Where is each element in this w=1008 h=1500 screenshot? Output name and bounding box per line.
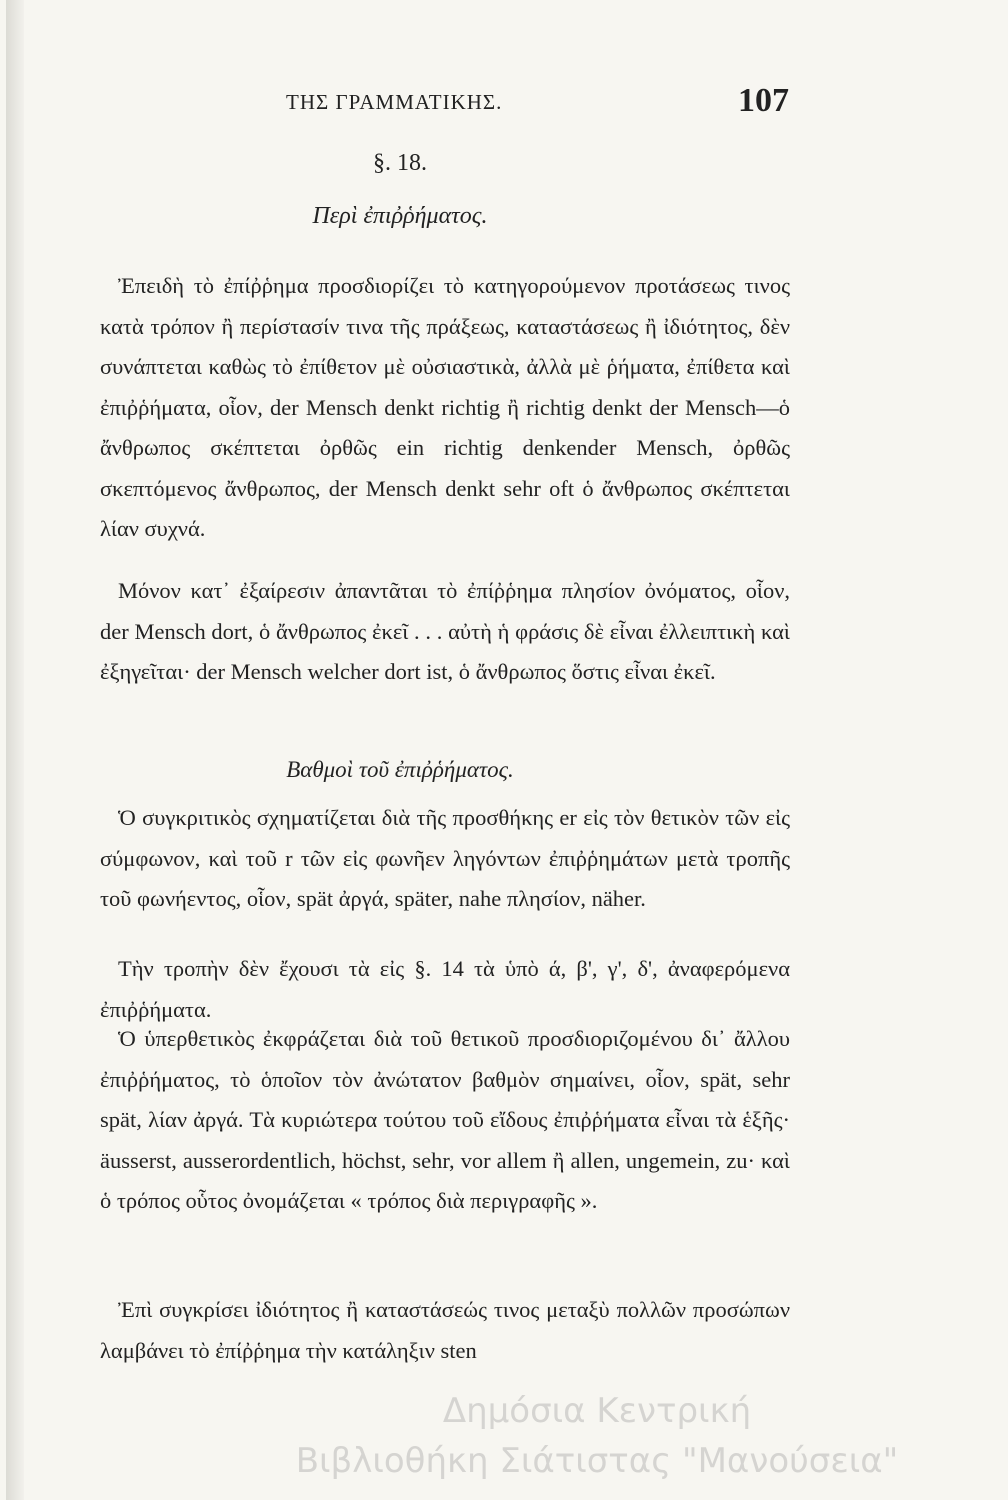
paragraph-5: Ὁ ὑπερθετικὸς ἐκφράζεται διὰ τοῦ θετικοῦ προσδιοριζομένου δι᾽ ἄλλου ἐπιῤῥήματος, τὸ ὁποῖον τὸν ἀνώτατον βαθμὸν σημαίνει, οἷον, spät, sehr spät, λίαν ἀργά. Τὰ κυριώτερα τούτου τοῦ εἴδους ἐπιῤῥήματα εἶναι τὰ ἑξῆς· äusserst, ausserordentlich, höchst, sehr, vor allem ἢ allen, ungemein, zu· καὶ ὁ τρόπος οὗτος ὀνομάζεται « τρόπος διὰ περιγραφῆς ».: [100, 1026, 790, 1213]
watermark-line-2: Βιβλιοθήκη Σιάτιστας "Μανούσεια": [295, 1441, 899, 1481]
watermark-line-1: Δημόσια Κεντρική: [442, 1391, 752, 1431]
paragraph-1: Ἐπειδὴ τὸ ἐπίῤῥημα προσδιορίζει τὸ κατηγορούμενον προτάσεως τινος κατὰ τρόπον ἢ περίστασίν τινα τῆς πράξεως, καταστάσεως ἢ ἰδιότητος, δὲν συνάπτεται καθὼς τὸ ἐπίθετον μὲ οὐσιαστικὰ, ἀλλὰ μὲ ῥήματα, ἐπίθετα καὶ ἐπιῤῥήματα, οἷον, der Mensch denkt richtig ἢ richtig denkt der Mensch—ὁ ἄνθρωπος σκέπτεται ὀρθῶς ein richtig denkender Mensch, ὀρθῶς σκεπτόμενος ἄνθρωπος, der Mensch denkt sehr oft ὁ ἄνθρωπος σκέπτεται λίαν συχνά.: [100, 273, 790, 541]
section-title: Περὶ ἐπιῤῥήματος.: [312, 203, 488, 229]
library-watermark: [222, 1386, 972, 1486]
running-title: ΤΗΣ ΓΡΑΜΜΑΤΙΚΗΣ.: [286, 90, 503, 114]
subheading: Βαθμοὶ τοῦ ἐπιῤῥήματος.: [286, 757, 514, 782]
running-header: [0, 80, 1008, 120]
paragraph-4: Τὴν τροπὴν δὲν ἔχουσι τὰ εἰς §. 14 τὰ ὑπὸ ά, β', γ', δ', ἀναφερόμενα ἐπιῤῥήματα.: [100, 956, 790, 1022]
page-number: 107: [738, 82, 789, 119]
paragraph-2: Μόνον κατ᾽ ἐξαίρεσιν ἀπαντᾶται τὸ ἐπίῤῥημα πλησίον ὀνόματος, οἷον, der Mensch dort, ὁ ἄνθρωπος ἐκεῖ . . . αὐτὴ ἡ φράσις δὲ εἶναι ἐλλειπτικὴ καὶ ἐξηγεῖται· der Mensch welcher dort ist, ὁ ἄνθρωπος ὅστις εἶναι ἐκεῖ.: [100, 578, 790, 684]
section-number: §. 18.: [373, 150, 427, 176]
paragraph-3: Ὁ συγκριτικὸς σχηματίζεται διὰ τῆς προσθήκης er εἰς τὸν θετικὸν τῶν εἰς σύμφωνον, καὶ τοῦ r τῶν εἰς φωνῆεν ληγόντων ἐπιῤῥημάτων μετὰ τροπῆς τοῦ φωνήεντος, οἷον, spät ἀργά, später, nahe πλησίον, näher.: [100, 805, 790, 911]
paragraph-6: Ἐπὶ συγκρίσει ἰδιότητος ἢ καταστάσεώς τινος μεταξὺ πολλῶν προσώπων λαμβάνει τὸ ἐπίῤῥημα τὴν κατάληξιν sten: [100, 1297, 790, 1363]
